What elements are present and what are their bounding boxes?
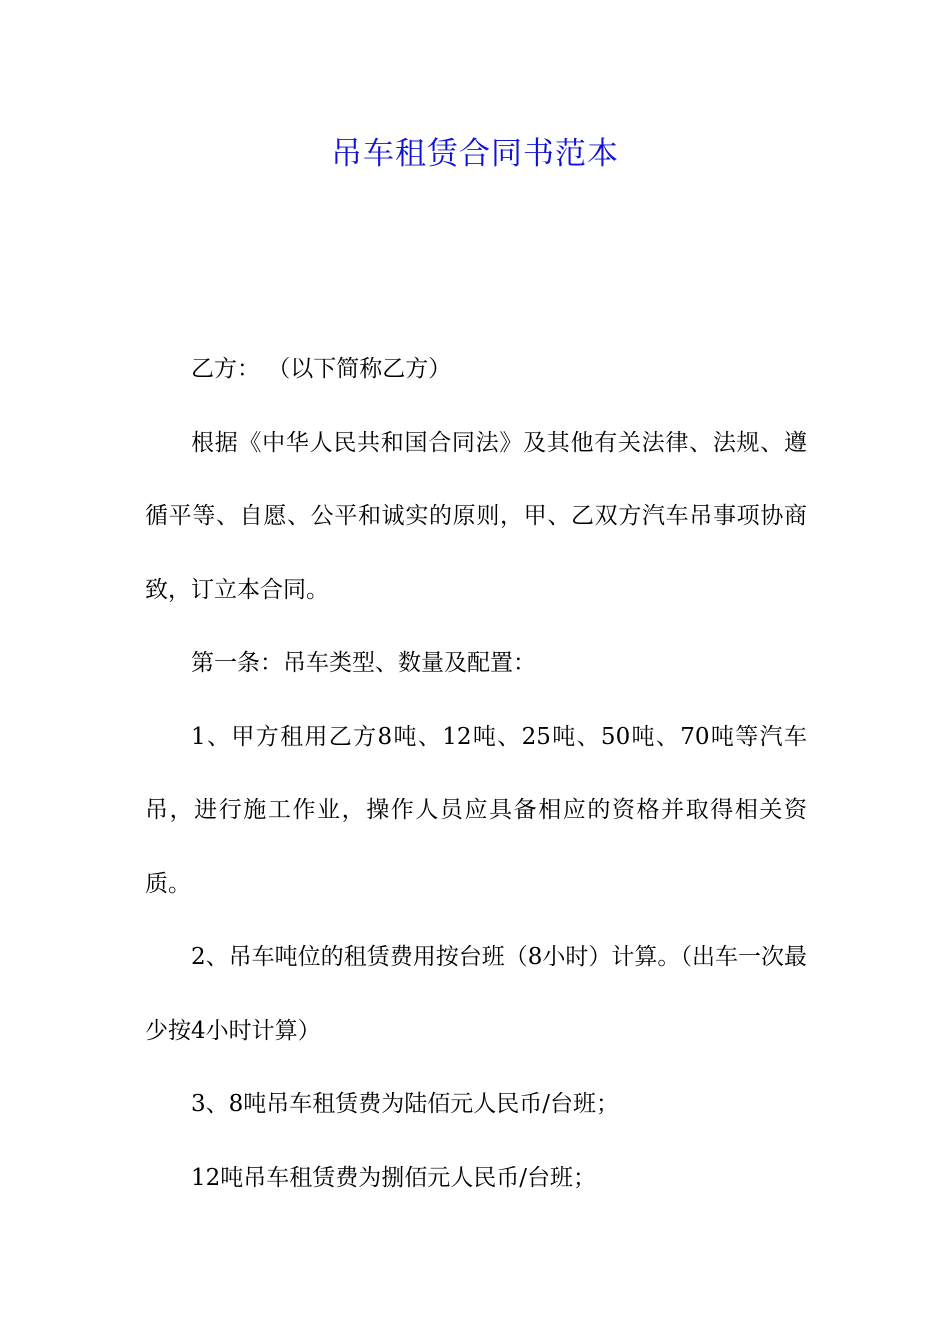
paragraph-clause-1: 1、甲方租用乙方8吨、12吨、25吨、50吨、70吨等汽车吊，进行施工作业，操作人员应具备相应的资格并取得相关资质。 (145, 723, 807, 897)
paragraph-clause-2: 2、吊车吨位的租赁费用按台班（8小时）计算。（出车一次最少按4小时计算） (145, 944, 807, 1044)
document-body (145, 333, 807, 1215)
paragraph-clause-3-continued: 12吨吊车租赁费为捌佰元人民币/台班； (191, 1164, 597, 1191)
paragraph-party-b: 乙方： （以下简称乙方） (191, 356, 452, 382)
paragraph-article-1-heading: 第一条：吊车类型、数量及配置： (191, 650, 536, 676)
paragraph-preamble: 根据《中华人民共和国合同法》及其他有关法律、法规、遵循平等、自愿、公平和诚实的原则，甲、乙双方汽车吊事项协商致，订立本合同。 (145, 429, 807, 603)
paragraph-clause-3: 3、8吨吊车租赁费为陆佰元人民币/台班； (191, 1091, 620, 1117)
document-title: 吊车租赁合同书范本 (331, 136, 619, 172)
